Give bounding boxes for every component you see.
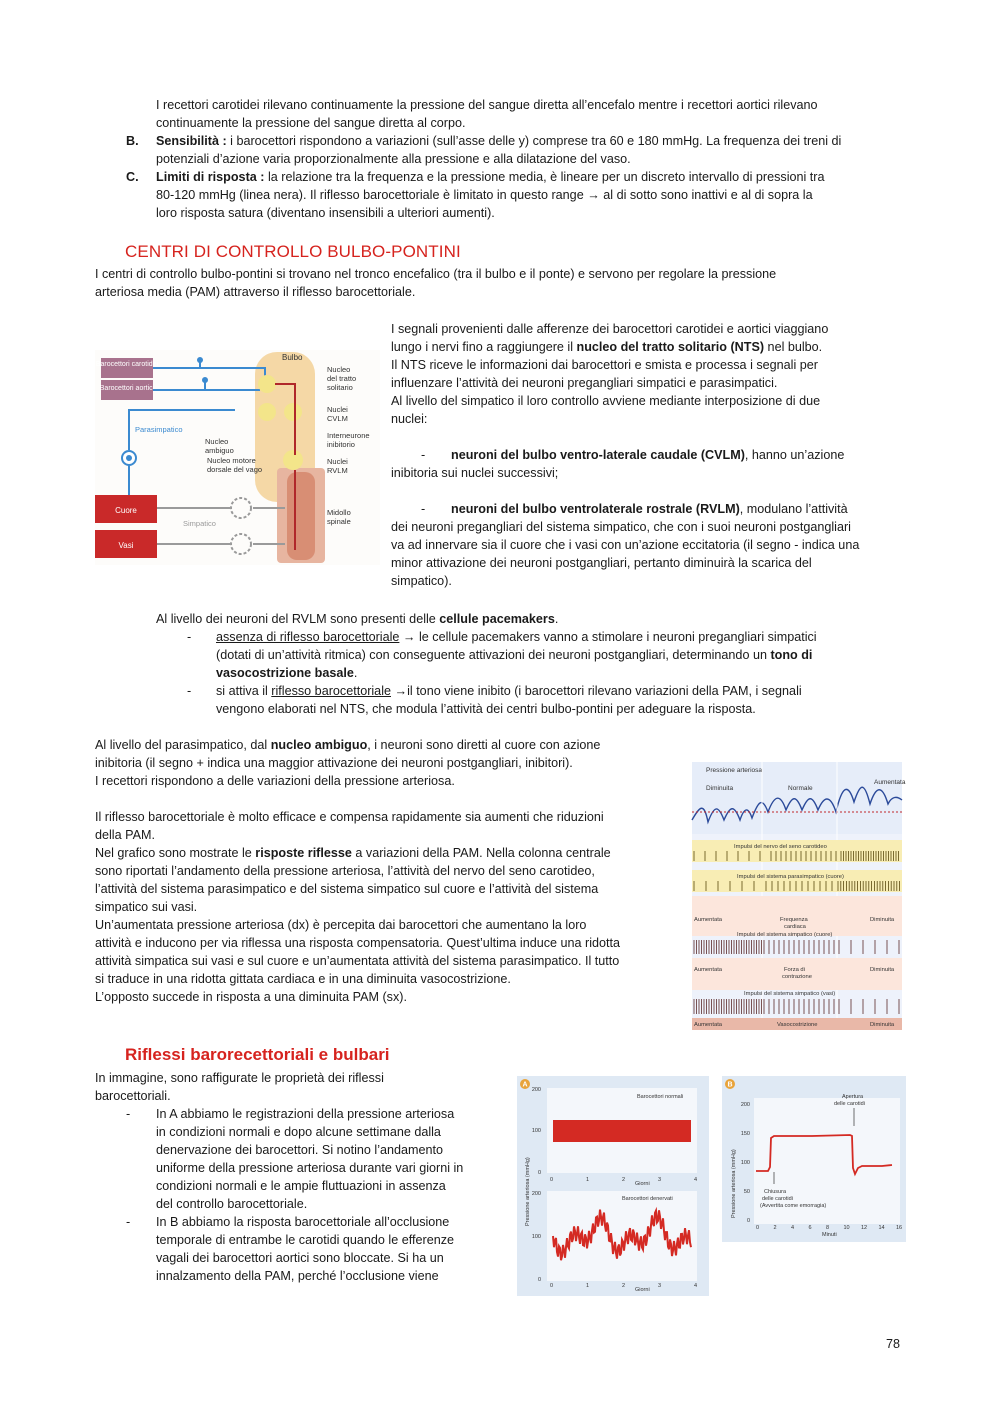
xtick: 10 xyxy=(843,1225,850,1231)
xtick: 3 xyxy=(658,1177,662,1183)
dash-marker: - xyxy=(187,630,192,644)
forza-label-2: contrazione xyxy=(782,974,812,980)
ytick: 200 xyxy=(531,1087,541,1093)
ytick: 0 xyxy=(537,1277,541,1283)
list-marker: B. xyxy=(126,134,139,148)
text-part: (dotati di un’attività ritmica) con conseguente attivazioni dei neuroni postgangliari, determinando un xyxy=(216,648,771,662)
paragraph-line: Al livello del simpatico il loro controllo avviene mediante interposizione di due xyxy=(391,394,821,408)
xtick: 0 xyxy=(550,1283,554,1289)
paragraph-line xyxy=(451,500,848,518)
text-part: →il tono viene inibito (i barocettori rilevano variazioni della PAM, i segnali xyxy=(391,684,802,698)
paragraph-line: L’opposto succede in risposta a una diminuita PAM (sx). xyxy=(95,990,407,1004)
paragraph-line: minor attivazione dei neuroni postgangliari, pertanto diminuirà la scarica del xyxy=(391,556,812,570)
paragraph-line: simpatico sui vasi. xyxy=(95,900,198,914)
list-text: potenziali d’azione varia proporzionalmente alla pressione e alla dilatazione del vaso. xyxy=(156,152,631,166)
list-text xyxy=(156,132,841,150)
ylabel-b: Pressione arteriosa (mmHg) xyxy=(731,1149,737,1218)
carotid-occlusion-figure xyxy=(722,1076,906,1242)
paragraph-line: Il riflesso barocettoriale è molto efficace e compensa rapidamente sia aumenti che riduzioni xyxy=(95,810,604,824)
xtick: 0 xyxy=(550,1177,554,1183)
nuclei-rvlm-label: Nuclei xyxy=(327,457,348,466)
aum-label-3: Aumentata xyxy=(694,1022,723,1028)
simpatico-label: Simpatico xyxy=(183,519,216,528)
text-part: Al livello dei neuroni del RVLM sono presenti delle xyxy=(156,612,440,626)
list-text xyxy=(156,168,825,186)
paragraph-line: vengono elaborati nel NTS, che modula l’attività dei centri bulbo-pontini per adeguare la risposta. xyxy=(216,702,756,716)
chiusura-label-2: delle carotidi xyxy=(762,1196,793,1202)
impulsi-seno-label: Impulsi del nervo del seno carotideo xyxy=(734,844,827,850)
paragraph-line xyxy=(216,646,812,664)
text-part: nel bulbo. xyxy=(764,340,823,354)
paragraph-line: nuclei: xyxy=(391,412,428,426)
paragraph-line xyxy=(451,446,844,464)
paragraph-line: I recettori rispondono a delle variazioni della pressione arteriosa. xyxy=(95,774,455,788)
list-term: Sensibilità : xyxy=(156,134,227,148)
reflex-response-figure xyxy=(692,762,906,1030)
text-part: lungo i nervi fino a raggiungere il xyxy=(391,340,577,354)
ytick: 50 xyxy=(743,1189,750,1195)
nucleo-motore-label: Nucleo motore xyxy=(207,456,256,465)
paragraph-line: attività e inducono per via riflessa una risposta compensatoria. Quest’ultima induce una ridotta xyxy=(95,936,621,950)
ytick: 100 xyxy=(531,1234,541,1240)
pressione-label: Pressione arteriosa xyxy=(706,767,762,774)
paragraph-line xyxy=(156,610,558,628)
interneurone-label-2: inibitorio xyxy=(327,440,355,449)
aum-label-2: Aumentata xyxy=(694,967,723,973)
impulsi-simp-cuore-label: Impulsi del sistema simpatico (cuore) xyxy=(737,932,833,938)
paragraph-line: si traduce in una ridotta gittata cardiaca e in una diminuita vasocostrizione. xyxy=(95,972,511,986)
section-heading: Riflessi barorecettoriali e bulbari xyxy=(125,1045,390,1064)
paragraph-line xyxy=(216,682,802,700)
baroreceptor-recordings-figure xyxy=(517,1076,709,1296)
text-part: , modulano l’attività xyxy=(739,502,848,516)
dim-label: Diminuita xyxy=(870,917,895,923)
xtick: 2 xyxy=(773,1225,777,1231)
xtick: 1 xyxy=(586,1283,590,1289)
diminuita-label: Diminuita xyxy=(706,785,734,792)
nucleo-tratto-label-3: solitario xyxy=(327,383,353,392)
xtick: 6 xyxy=(808,1225,812,1231)
xtick: 4 xyxy=(694,1177,698,1183)
panel-a-label: A xyxy=(522,1081,528,1089)
text-part: , hanno un’azione xyxy=(744,448,845,462)
nucleo-ambiguo-label: Nucleo xyxy=(205,437,229,446)
xtick: 4 xyxy=(694,1283,698,1289)
nuclei-cvlm-label-2: CVLM xyxy=(327,414,348,423)
apertura-label-2: delle carotidi xyxy=(834,1101,865,1107)
parasimpatico-label: Parasimpatico xyxy=(135,425,183,434)
denervati-label: Barocettori denervati xyxy=(622,1196,673,1202)
xtick: 4 xyxy=(791,1225,795,1231)
ytick: 100 xyxy=(740,1160,750,1166)
dash-marker: - xyxy=(187,684,192,698)
aumentata-label: Aumentata xyxy=(874,779,906,786)
paragraph-line: innalzamento della PAM, perché l’occlusione viene xyxy=(156,1269,439,1283)
aum-label: Aumentata xyxy=(694,917,723,923)
xtick: 12 xyxy=(861,1225,868,1231)
paragraph-line: condizioni normali e le ampie fluttuazioni in assenza xyxy=(156,1179,446,1193)
ytick: 0 xyxy=(537,1170,541,1176)
paragraph-line: I segnali provenienti dalle afferenze dei barocettori carotidei e aortici viaggiano xyxy=(391,322,829,336)
chiusura-label: Chiusura xyxy=(764,1189,787,1195)
nucleo-motore-label-2: dorsale del vago xyxy=(207,465,263,474)
paragraph-line: In immagine, sono raffigurate le proprietà dei riflessi xyxy=(95,1071,384,1085)
bold-term: vasocostrizione basale xyxy=(216,666,354,680)
paragraph-line: influenzare l’attività dei neuroni pregangliari simpatici e parasimpatici. xyxy=(391,376,778,390)
impulsi-simp-vasi-label: Impulsi del sistema simpatico (vasi) xyxy=(744,991,836,997)
section-heading: CENTRI DI CONTROLLO BULBO-PONTINI xyxy=(125,242,461,261)
paragraph-line: Un’aumentata pressione arteriosa (dx) è percepita dai barocettori che aumentano la loro xyxy=(95,918,587,932)
paragraph-line: vagali dei barocettori aortici sono bloccate. Si ha un xyxy=(156,1251,444,1265)
panel-b-label: B xyxy=(727,1081,733,1089)
text-part: Al livello del parasimpatico, dal xyxy=(95,738,271,752)
paragraph-line: I centri di controllo bulbo-pontini si trovano nel tronco encefalico (tra il bulbo e il ponte) e servono per regolare la pressione xyxy=(95,267,777,281)
midollo-label-2: spinale xyxy=(327,517,351,526)
ylabel-a: Pressione arteriosa (mmHg) xyxy=(525,1157,531,1226)
xtick: 3 xyxy=(658,1283,662,1289)
xtick: 8 xyxy=(826,1225,830,1231)
paragraph-line: barocettoriali. xyxy=(95,1089,171,1103)
paragraph-line xyxy=(95,736,600,754)
giorni-label-2: Giorni xyxy=(635,1287,650,1293)
dash-marker: - xyxy=(126,1107,131,1121)
nucleo-tratto-label: Nucleo xyxy=(327,365,351,374)
baroreflex-circuit-figure xyxy=(95,350,380,565)
ytick: 0 xyxy=(746,1218,750,1224)
list-text-part: i barocettori rispondono a variazioni (sull’asse delle y) comprese tra 60 e 180 mmHg. La frequenza dei treni di xyxy=(226,134,842,148)
minuti-label: Minuti xyxy=(822,1232,837,1238)
bold-term: neuroni del bulbo ventrolaterale rostrale (RVLM) xyxy=(451,502,740,516)
intro-line: I recettori carotidei rilevano continuamente la pressione del sangue diretta all’encefalo mentre i recettori aortici rilevano xyxy=(156,98,818,112)
bold-term: cellule pacemakers xyxy=(439,612,555,626)
bold-term: risposte riflesse xyxy=(255,846,352,860)
paragraph-line: temporale di entrambe le carotidi quando le efferenze xyxy=(156,1233,455,1247)
paragraph-line: dei neuroni pregangliari del sistema simpatico, che con i suoi neuroni postgangliari xyxy=(391,520,851,534)
text-part: , i neuroni sono diretti al cuore con azione xyxy=(367,738,601,752)
dim-label-3: Diminuita xyxy=(870,1022,895,1028)
paragraph-line: denervazione dei barocettori. Si notino l’andamento xyxy=(156,1143,444,1157)
normale-label: Normale xyxy=(788,785,813,792)
baro-aortici-label: Barocettori aortici xyxy=(99,385,155,392)
freq-card-label-2: cardiaca xyxy=(784,924,806,930)
paragraph-line: della PAM. xyxy=(95,828,155,842)
ytick: 200 xyxy=(740,1102,750,1108)
paragraph-line xyxy=(95,844,611,862)
bold-term: nucleo del tratto solitario (NTS) xyxy=(576,340,765,354)
paragraph-line: attività simpatica sui vasi e sul cuore e un’aumentata attività del sistema parasimpatico. Il tutto xyxy=(95,954,620,968)
paragraph-line: simpatico). xyxy=(391,574,452,588)
paragraph-line: inibitoria (il segno + indica una maggior attivazione dei neuroni postgangliari, inibitori). xyxy=(95,756,573,770)
paragraph-line: va ad innervare sia il cuore che i vasi con un’azione eccitatoria (il segno - indica una xyxy=(391,538,860,552)
nuclei-rvlm-label-2: RVLM xyxy=(327,466,348,475)
ytick: 200 xyxy=(531,1191,541,1197)
list-text: loro risposta satura (diventano insensibili a ulteriori aumenti). xyxy=(156,206,495,220)
text-part: . xyxy=(554,612,559,626)
nuclei-cvlm-label: Nuclei xyxy=(327,405,348,414)
paragraph-line: arteriosa media (PAM) attraverso il riflesso barocettoriale. xyxy=(95,285,416,299)
dash-marker: - xyxy=(126,1215,131,1229)
list-text-part: la relazione tra la frequenza e la pressione media, è lineare per un discreto intervallo di pressioni tra xyxy=(264,170,825,184)
giorni-label: Giorni xyxy=(635,1181,650,1187)
normali-label: Barocettori normali xyxy=(637,1094,684,1100)
xtick: 14 xyxy=(878,1225,885,1231)
text-part: Nel grafico sono mostrate le xyxy=(95,846,256,860)
midollo-label: Midollo xyxy=(327,508,351,517)
paragraph-line: l’attività del sistema parasimpatico e del sistema simpatico sul cuore e l’attività del sistema xyxy=(95,882,599,896)
vasi-label: Vasi xyxy=(118,541,134,550)
dim-label-2: Diminuita xyxy=(870,967,895,973)
chiusura-label-3: (Avvertita come emorragia) xyxy=(760,1203,827,1209)
cuore-label: Cuore xyxy=(115,506,137,515)
paragraph-line xyxy=(216,628,817,646)
impulsi-para-label: Impulsi del sistema parasimpatico (cuore) xyxy=(737,874,844,880)
list-marker: C. xyxy=(126,170,139,184)
forza-label: Forza di xyxy=(784,967,805,973)
dash-marker: - xyxy=(421,502,426,516)
underlined-term: riflesso barocettoriale xyxy=(271,684,391,698)
apertura-label: Apertura xyxy=(842,1094,864,1100)
paragraph-line: sono riportati l’andamento della pressione arteriosa, l’attività del nervo del seno carotideo, xyxy=(95,864,595,878)
text-part: . xyxy=(353,666,358,680)
list-text: 80-120 mmHg (linea nera). Il riflesso barocettoriale è limitato in questo range → al di sotto sono inattivi e al di sopra la xyxy=(156,188,813,202)
interneurone-label: Interneurone xyxy=(327,431,370,440)
nucleo-tratto-label-2: del tratto xyxy=(327,374,357,383)
xtick: 2 xyxy=(622,1177,626,1183)
text-part: → le cellule pacemakers vanno a stimolare i neuroni pregangliari simpatici xyxy=(399,630,817,644)
paragraph-line: In B abbiamo la risposta barocettoriale all’occlusione xyxy=(156,1215,450,1229)
bold-term: tono di xyxy=(770,648,813,662)
xtick: 0 xyxy=(756,1225,760,1231)
ytick: 150 xyxy=(740,1131,750,1137)
ytick: 100 xyxy=(531,1128,541,1134)
paragraph-line: uniforme della pressione arteriosa durante vari giorni in xyxy=(156,1161,464,1175)
nucleo-ambiguo-label-2: ambiguo xyxy=(205,446,234,455)
freq-card-label: Frequenza xyxy=(780,917,808,923)
bold-term: neuroni del bulbo ventro-laterale caudale (CVLM) xyxy=(451,448,745,462)
xtick: 2 xyxy=(622,1283,626,1289)
normal-trace xyxy=(553,1120,691,1142)
bold-term: nucleo ambiguo xyxy=(270,738,368,752)
underlined-term: assenza di riflesso barocettoriale xyxy=(216,630,400,644)
paragraph-line: inibitoria sui nuclei successivi; xyxy=(391,466,559,480)
dash-marker: - xyxy=(421,448,426,462)
list-term: Limiti di risposta : xyxy=(156,170,265,184)
page-number: 78 xyxy=(886,1337,901,1351)
intro-line: continuamente la pressione del sangue diretta al corpo. xyxy=(156,116,466,130)
vasocostrizione-label: Vasocostrizione xyxy=(777,1022,818,1028)
paragraph-line xyxy=(391,338,822,356)
xtick: 1 xyxy=(586,1177,590,1183)
text-part: si attiva il xyxy=(216,684,272,698)
paragraph-line: del controllo barocettoriale. xyxy=(156,1197,308,1211)
paragraph-line: In A abbiamo le registrazioni della pressione arteriosa xyxy=(156,1107,455,1121)
paragraph-line xyxy=(216,664,357,682)
bulbo-label: Bulbo xyxy=(282,353,303,362)
text-part: a variazioni della PAM. Nella colonna centrale xyxy=(351,846,611,860)
baro-carotidei-label: Barocettori carotidei xyxy=(95,361,159,368)
paragraph-line: in condizioni normali e dopo alcune settimane dalla xyxy=(156,1125,441,1139)
paragraph-line: Il NTS riceve le informazioni dai barocettori e smista e processa i segnali per xyxy=(391,358,818,372)
xtick: 16 xyxy=(896,1225,903,1231)
